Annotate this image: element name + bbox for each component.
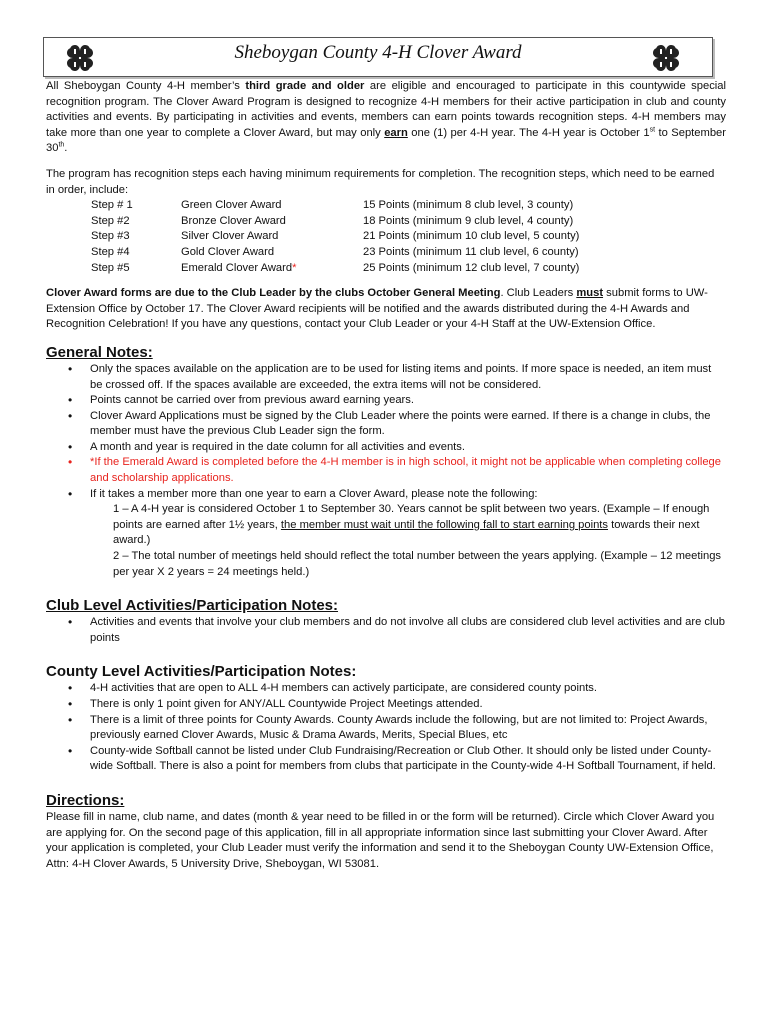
page-title: Sheboygan County 4-H Clover Award	[234, 42, 522, 63]
general-notes-list	[46, 362, 726, 580]
list-item: • Clover Award Applications must be signed by the Club Leader where the points were earned. If there is a change in clubs, the member must have the previous Club Leader sign the form.	[90, 409, 726, 440]
list-item: • County-wide Softball cannot be listed under Club Fundraising/Recreation or Club Other. It should only be listed under County-wide Softball. There is also a point for members from clubs that participate in the County-wide 4-H Softball Tournament, if held.	[90, 744, 726, 775]
title-box	[43, 37, 713, 77]
list-item: • 4-H activities that are open to ALL 4-H members can actively participate, are considered county points.	[90, 681, 726, 697]
document-body	[46, 79, 726, 872]
club-notes-heading: Club Level Activities/Participation Notes:	[46, 597, 339, 615]
recognition-steps-table	[91, 198, 579, 276]
table-row: Step #5 Emerald Clover Award* 25 Points (minimum 12 club level, 7 county)	[91, 261, 580, 274]
list-item: • *If the Emerald Award is completed before the 4-H member is in high school, it might not be applicable when completing college and scholarship applications.	[90, 455, 726, 486]
table-row: Step #3 Silver Clover Award 21 Points (minimum 10 club level, 5 county)	[91, 230, 580, 243]
directions-heading: Directions:	[46, 791, 125, 809]
clover-icon	[650, 42, 682, 74]
list-item: • If it takes a member more than one year to earn a Clover Award, please note the following: 1 – A 4-H year is considered October 1 to September 30. Years cannot be split between two years. (Example – If enough points are earned after 1½ years, the member must wait until the following fall to start earning points towards their next award.) 2 – The total number of meetings held should reflect the total number between the years applying. (Example – 12 meetings per year X 2 years = 24 meetings held.)	[90, 487, 726, 581]
deadline-paragraph: Clover Award forms are due to the Club Leader by the clubs October General Meeting. Club Leaders must submit forms to UW-Extension Office by October 17. The Clover Award recipients will be notified and the awards distributed during the 4-H Awards and Recognition Celebration! If you have any questions, contact your Club Leader or your 4-H Staff at the UW-Extension Office.	[46, 287, 708, 331]
general-notes-heading: General Notes:	[46, 343, 153, 361]
list-item: • There is only 1 point given for ANY/ALL Countywide Project Meetings attended.	[90, 697, 726, 713]
county-notes-list	[46, 681, 726, 775]
intro-paragraph: All Sheboygan County 4-H member’s third grade and older are eligible and encouraged to participate in this countywide special recognition program. The Clover Award Program is designed to recognize 4-H members for their active participation in club and county activities and events. By participating in activities and events, members can earn points towards recognition steps. 4-H members may take more than one year to complete a Clover Award, but may only earn one (1) per 4-H year. The 4-H year is October 1st to September 30th.	[46, 80, 727, 155]
table-row: Step #2 Bronze Clover Award 18 Points (minimum 9 club level, 4 county)	[91, 214, 574, 227]
table-row: Step # 1 Green Clover Award 15 Points (minimum 8 club level, 3 county)	[91, 199, 574, 212]
club-notes-list	[46, 615, 726, 646]
sub-note-1: 1 – A 4-H year is considered October 1 to September 30. Years cannot be split between two years. (Example – If enough points are earned after 1½ years, the member must wait until the following fall to start earning points towards their next award.)	[113, 503, 710, 547]
directions-paragraph: Please fill in name, club name, and dates (month & year need to be filled in or the form will be returned). Circle which Clover Award you are applying for. On the second page of this application, fill in all appropriate information since last submitting your Clover Award. After your application is completed, your Club Leader must verify the information and send it to the Sheboygan County UW-Extension Office, Attn: 4-H Clover Awards, 5 University Drive, Sheboygan, WI 53081.	[46, 810, 715, 870]
list-item: • Points cannot be carried over from previous award earning years.	[90, 393, 726, 409]
list-item: • There is a limit of three points for County Awards. County Awards include the following, but are not limited to: Project Awards, previously earned Clover Awards, Music & Drama Awards, Merits, Special Blues, etc	[90, 713, 726, 744]
list-item: • A month and year is required in the date column for all activities and events.	[90, 440, 726, 456]
county-notes-heading: County Level Activities/Participation Notes:	[46, 663, 357, 681]
table-row: Step #4 Gold Clover Award 23 Points (minimum 11 club level, 6 county)	[91, 245, 579, 258]
steps-intro: The program has recognition steps each having minimum requirements for completion. The recognition steps, which need to be earned in order, include:	[46, 167, 715, 196]
sub-note-2: 2 – The total number of meetings held should reflect the total number between the years applying. (Example – 12 meetings per year X 2 years = 24 meetings held.)	[113, 550, 722, 578]
list-item: • Only the spaces available on the application are to be used for listing items and points. If more space is needed, an item must be crossed off. If the spaces available are exceeded, the extra items will not be considered.	[90, 362, 726, 393]
list-item: • Activities and events that involve your club members and do not involve all clubs are considered club level activities and are club points	[90, 615, 726, 646]
